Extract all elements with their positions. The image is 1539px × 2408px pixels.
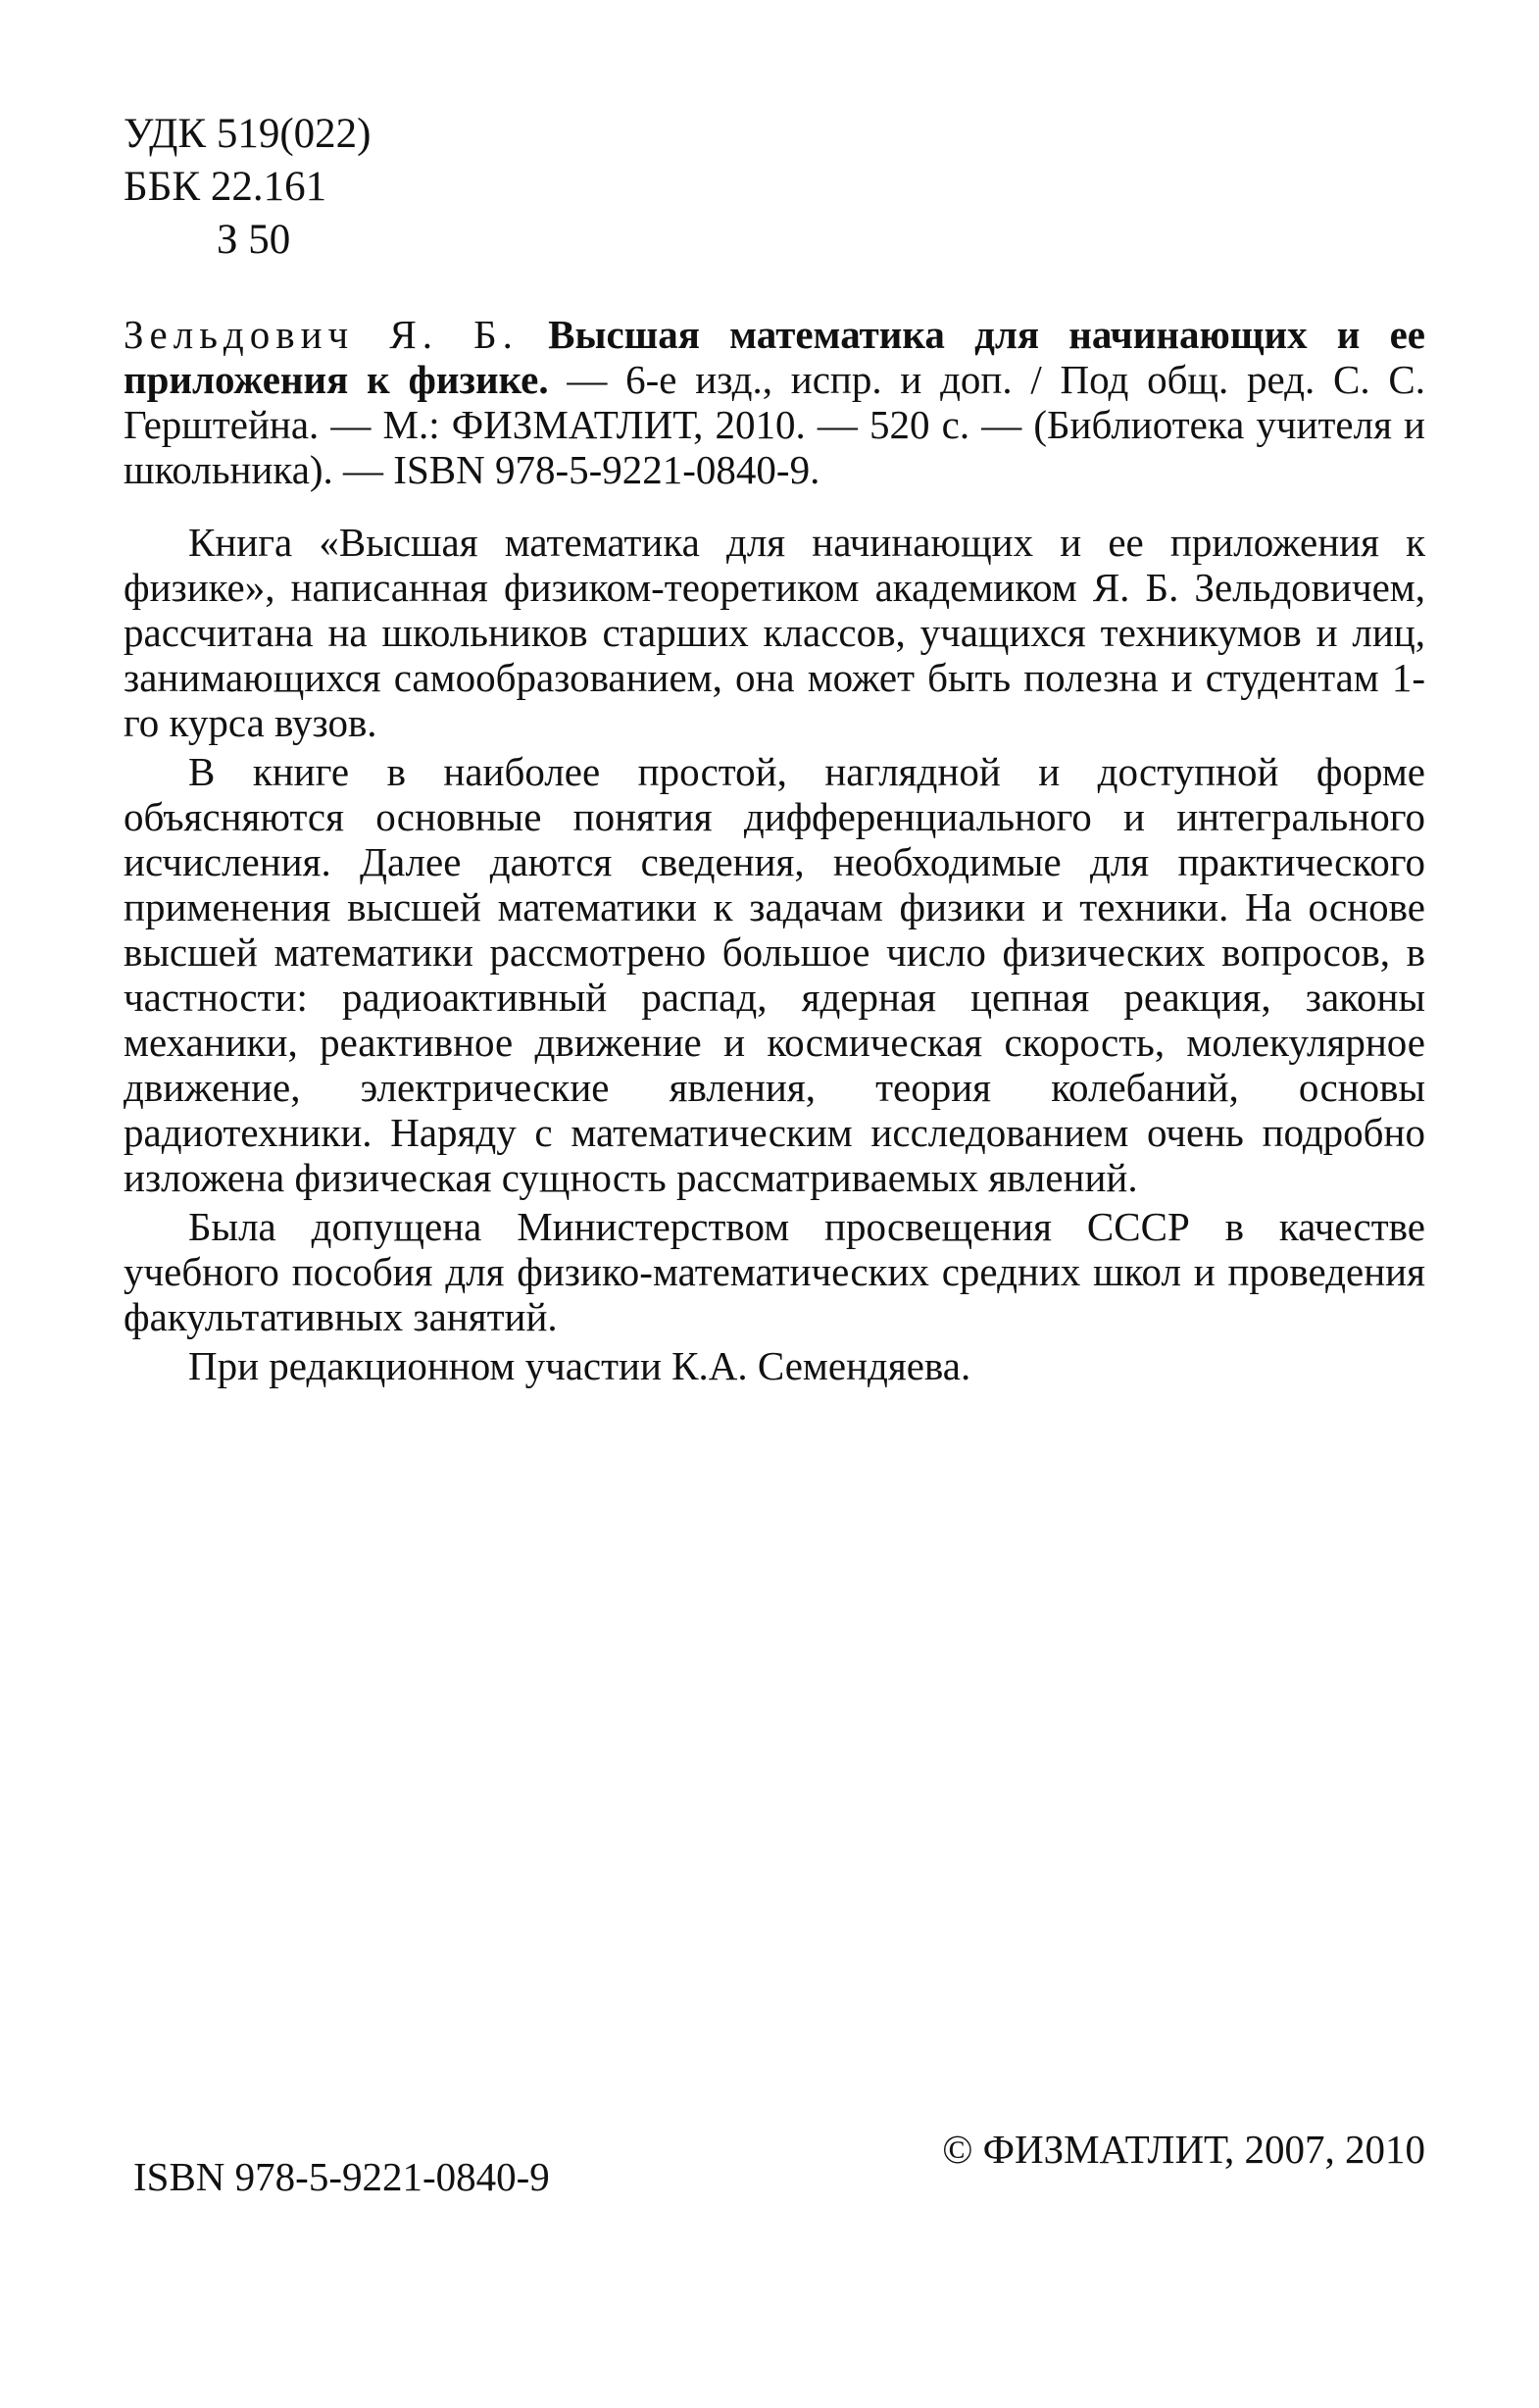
author-mark: З 50 [217, 217, 291, 263]
bib-title: Высшая математика для начинающих и ее приложения к физике. [124, 312, 1425, 402]
udk-code: УДК 519(022) [124, 111, 372, 157]
annotation-paragraph: Книга «Высшая математика для начинающих и ее приложения к физике», написанная физиком-теоретиком академиком Я. Б. Зельдовичем, рассчитана на школьников старших классов, учащихся техникумов и лиц, занимающихся самообразованием, она может быть полезна и студентам 1-го курса вузов. [124, 520, 1425, 745]
bibliographic-description [124, 312, 1425, 492]
bib-author: Зельдович Я. Б. [124, 312, 519, 357]
annotation [124, 520, 1425, 1392]
classification-block [124, 108, 372, 267]
annotation-paragraph: Была допущена Министерством просвещения СССР в качестве учебного пособия для физико-математических средних школ и проведения факультативных занятий. [124, 1204, 1425, 1339]
bbk-code: ББК 22.161 [124, 164, 327, 210]
copyright: © ФИЗМАТЛИТ, 2007, 2010 [942, 2127, 1425, 2172]
isbn: ISBN 978-5-9221-0840-9 [133, 2154, 550, 2199]
annotation-paragraph: В книге в наиболее простой, наглядной и доступной форме объясняются основные понятия дифференциального и интегрального исчисления. Далее даются сведения, необходимые для практического применения высшей математики к задачам физики и техники. На основе высшей математики рассмотрено большое число физических вопросов, в частности: радиоактивный распад, ядерная цепная реакция, законы механики, реактивное движение и космическая скорость, молекулярное движение, электрические явления, теория колебаний, основы радиотехники. Наряду с математическим исследованием очень подробно изложена физическая сущность рассматриваемых явлений. [124, 749, 1425, 1200]
editor-note: При редакционном участии К.А. Семендяева. [188, 1343, 971, 1388]
bib-details: — 6-е изд., испр. и доп. / Под общ. ред. С. С. Герштейна. — М.: ФИЗМАТЛИТ, 2010. — 520 с. — (Библиотека учителя и школьника). — ISBN 978-5-9221-0840-9. [124, 357, 1425, 492]
